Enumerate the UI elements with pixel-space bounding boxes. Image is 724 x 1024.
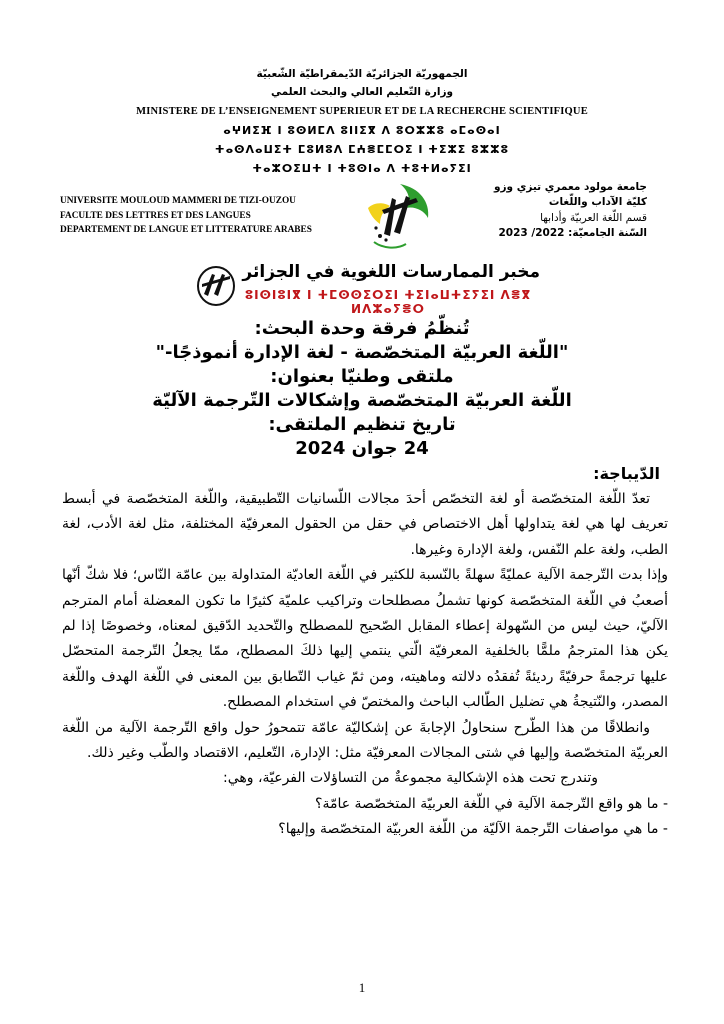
faculty-name-tifinagh: ⵜⴰⵣⵔⵉⵡⵜ ⵏ ⵜⵓⵙⵏⴰ ⴷ ⵜⵓⵜⵍⴰⵢⵉⵏ (252, 162, 472, 175)
page-number: 1 (358, 980, 366, 995)
paragraph-definition: تعدّ اللّغة المتخصّصة أو لغة التخصّص أحدَ مجالات اللّسانيات التّطبيقية، واللّغة المتخصّصة في أبسط تعريف لها هي لغة يتداولها أهل الاختصاص في حقل من الحقول المعرفيّة المختلفة، مثل لغة الأدب، لغة الطب، ولغة علم النّفس، ولغة الإدارة وغيرها. (62, 491, 668, 558)
ministry-name-tifinagh: ⴰⵖⵍⵉⴼ ⵏ ⵓⵙⵍⵎⴷ ⵓⵏⵏⵉⴳ ⴷ ⵓⵔⵣⵣⵓ ⴰⵎⴰⵙⴰⵏ (223, 124, 501, 137)
paragraph-subquestions-intro: وتندرج تحت هذه الإشكالية مجموعةٌ من التساؤلات الفرعيّة، وهي: (222, 770, 598, 787)
conference-title: اللّغة العربيّة المتخصّصة وإشكالات التّرجمة الآليّة (152, 390, 572, 411)
section-title-preamble: الدّيباجة: (593, 464, 660, 483)
conference-date: 24 جوان 2024 (295, 438, 429, 459)
lab-name-ar: مخبر الممارسات اللغوية في الجزائر (242, 262, 540, 282)
preamble-body (62, 487, 668, 843)
lab-logo (196, 264, 236, 306)
republic-name-ar: الجمهوريّة الجزائريّة الدّيمقراطيّة الشّعبيّة (256, 68, 468, 80)
university-name-tifinagh: ⵜⴰⵙⴷⴰⵡⵉⵜ ⵎⵓⵍⵓⴷ ⵎⵄⴻⵎⵎⵔⵉ ⵏ ⵜⵉⵣⵉ ⵓⵣⵣⵓ (214, 143, 510, 156)
department-name-ar: قسم اللّغة العربيّة وأدابها (540, 211, 647, 224)
conference-date-label: تاريخ تنظيم الملتقى: (268, 414, 456, 435)
faculty-name-fr: FACULTE DES LETTRES ET DES LANGUES (60, 210, 251, 221)
university-block-fr (60, 194, 320, 238)
academic-year: السّنة الجامعيّة: 2022/ 2023 (498, 226, 647, 239)
research-team-name: "اللّغة العربيّة المتخصّصة - لغة الإدارة أنموذجًا-" (155, 342, 569, 363)
university-name-ar: جامعة مولود معمري تيزي وزو (493, 181, 647, 193)
organizer-line: تُنظّمُ فرقة وحدة البحث: (254, 318, 470, 339)
faculty-name-ar: كليّة الآداب واللّغات (548, 196, 647, 209)
department-name-fr: DEPARTEMENT DE LANGUE ET LITTERATURE ARABES (60, 225, 312, 236)
university-name-fr: UNIVERSITE MOULOUD MAMMERI DE TIZI-OUZOU (60, 196, 296, 206)
question-item-1: - ما هو واقع التّرجمة الآلية في اللّغة العربيّة المتخصّصة عامّة؟ (315, 795, 668, 812)
ministry-name-fr: MINISTERE DE L’ENSEIGNEMENT SUPERIEUR ET DE LA RECHERCHE SCIENTIFIQUE (136, 106, 588, 117)
ministry-name-ar: وزارة التّعليم العالي والبحث العلمي (270, 86, 454, 98)
lab-name-tifinagh: ⵓⵏⵙⵏⵓⵏⴳ ⵏ ⵜⵎⵙⵙⵉⵔⵉⵏ ⵜⵉⵏⴰⵡⵜⵉⵢⵉⵏ ⴷⴻⴳ ⵍⴷⵣⴰⵢⴻⵔ (244, 288, 532, 316)
paragraph-problem-statement: وانطلاقًا من هذا الطّرح سنحاولُ الإجابةَ عن إشكاليّة عامّة تتمحورُ حول واقع التّرجمة الآلية من اللّغة العربيّة المتخصّصة وإليها في شتى المجالات المعرفيّة مثل: الإدارة، التّعليم، الاقتصاد والطّب وغير ذلك. (62, 719, 668, 762)
question-item-2: - ما هي مواصفات التّرجمة الآليّة من اللّغة العربيّة المتخصّصة وإليها؟ (278, 821, 668, 838)
paragraph-translation-difficulty: وإذا بدت التّرجمة الآلية عمليّةً سهلةً بالنّسبة للكثير في اللّغة العاديّة المتداولة بين عامّة النّاس؛ فلا شكّ أنّها أصعبُ في اللّغة المتخصّصة كونها تشملُ مصطلحات وتراكيب علميّة كثيرًا ما تكون المعضلة أمام المترجم الآليّ، حيث ليس من السّهولة إعطاء المقابل الصّحيح للمصطلح والتّحديد الدّقيق لمعناه، وخصوصًا إذا لم يكن هذا المترجمُ ملمًّا بالخلفية المعرفيّة الّتي ينتمي إليها ذلكَ المصطلح، ممّا يجعلُ التّرجمة المتحصّل عليها ترجمةً حرفيّةً رديئةً تُفقدُه دلالته وماهيته، ومن ثمّ غياب التّطابق بين المعنى في اللّغة الهدف واللّغة المصدر، والنّتيجةُ هي تضليل الطّالب الباحث والمختصّ في استخدام المصطلح. (62, 567, 668, 711)
university-block-ar (417, 180, 647, 241)
event-type-line: ملتقى وطنيّا بعنوان: (270, 366, 454, 387)
